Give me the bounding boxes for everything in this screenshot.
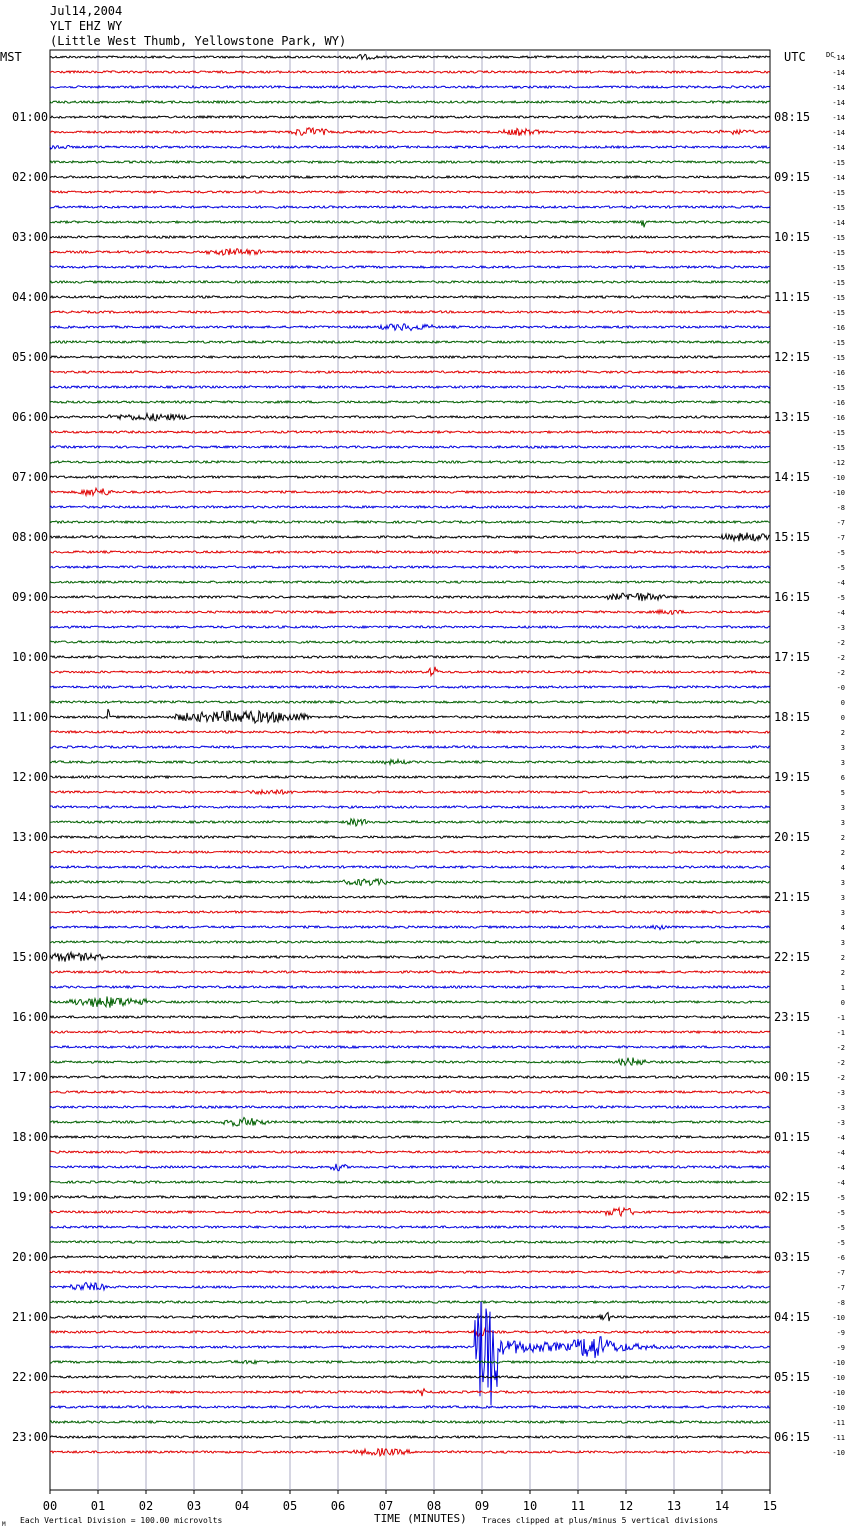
x-tick-label: 01 — [90, 1499, 106, 1513]
dc-offset-label: -2 — [836, 1044, 845, 1052]
dc-offset-label: 3 — [840, 744, 845, 752]
left-hour-label: 23:00 — [12, 1430, 49, 1444]
dc-offset-label: -5 — [836, 1209, 845, 1217]
seismic-trace — [50, 879, 770, 885]
right-hour-label: 00:15 — [774, 1070, 811, 1084]
seismic-trace — [50, 566, 770, 568]
dc-offset-label: -16 — [832, 369, 845, 377]
left-hour-label: 12:00 — [12, 770, 49, 784]
dc-offset-label: 2 — [840, 969, 845, 977]
x-tick-label: 10 — [522, 1499, 538, 1513]
dc-offset-label: 1 — [840, 984, 845, 992]
seismic-trace — [50, 86, 770, 88]
seismic-trace — [50, 626, 770, 628]
seismic-trace — [50, 836, 770, 838]
seismic-trace — [50, 760, 770, 765]
dc-offset-label: -5 — [836, 1224, 845, 1232]
x-tick-label: 08 — [426, 1499, 442, 1513]
left-timezone-label: MST — [0, 50, 22, 64]
dc-offset-label: -16 — [832, 399, 845, 407]
seismic-trace — [50, 593, 770, 601]
seismic-trace — [50, 488, 770, 495]
seismic-trace — [50, 356, 770, 358]
dc-offset-label: 2 — [840, 834, 845, 842]
dc-offset-label: -9 — [836, 1344, 845, 1352]
left-hour-label: 03:00 — [12, 230, 49, 244]
dc-offset-label: -15 — [832, 384, 845, 392]
left-hour-label: 11:00 — [12, 710, 49, 724]
left-hour-label: 07:00 — [12, 470, 49, 484]
seismic-trace — [50, 551, 770, 553]
dc-offset-label: -16 — [832, 414, 845, 422]
seismic-trace — [50, 866, 770, 868]
right-hour-label: 04:15 — [774, 1310, 811, 1324]
seismic-trace — [50, 1016, 770, 1018]
seismic-trace — [50, 986, 770, 988]
dc-offset-label: -7 — [836, 534, 845, 542]
dc-offset-label: -8 — [836, 504, 845, 512]
dc-offset-label: -7 — [836, 519, 845, 527]
dc-offset-label: -2 — [836, 669, 845, 677]
seismic-trace — [50, 701, 770, 703]
dc-offset-label: -2 — [836, 654, 845, 662]
right-hour-label: 11:15 — [774, 290, 811, 304]
seismic-trace — [50, 1283, 770, 1291]
seismic-trace — [50, 1376, 770, 1378]
seismic-trace — [50, 476, 770, 478]
dc-offset-label: -7 — [836, 1284, 845, 1292]
right-hour-label: 09:15 — [774, 170, 811, 184]
dc-offset-label: 6 — [840, 774, 845, 782]
x-tick-label: 13 — [666, 1499, 682, 1513]
seismic-trace — [50, 776, 770, 778]
dc-offset-label: -4 — [836, 1134, 845, 1142]
dc-offset-label: -5 — [836, 1239, 845, 1247]
dc-offset-label: -2 — [836, 639, 845, 647]
seismic-trace — [50, 176, 770, 178]
seismic-trace — [50, 236, 770, 238]
dc-offset-label: -11 — [832, 1419, 845, 1427]
dc-offset-label: -14 — [832, 174, 845, 182]
seismic-trace — [50, 281, 770, 283]
right-hour-label: 22:15 — [774, 950, 811, 964]
plot-frame — [50, 50, 770, 1490]
dc-offset-label: -4 — [836, 609, 845, 617]
dc-offset-label: -8 — [836, 1299, 845, 1307]
x-axis-label: TIME (MINUTES) — [374, 1512, 467, 1525]
seismic-trace — [50, 1196, 770, 1198]
seismic-trace — [50, 266, 770, 268]
seismic-trace — [50, 686, 770, 688]
dc-offset-label: -16 — [832, 324, 845, 332]
seismic-trace — [50, 1136, 770, 1138]
seismic-trace — [50, 1328, 770, 1336]
dc-offset-label: -10 — [832, 1449, 845, 1457]
seismic-trace — [50, 667, 770, 676]
seismic-trace — [50, 1208, 770, 1216]
x-tick-label: 14 — [714, 1499, 730, 1513]
seismic-trace — [50, 324, 770, 331]
left-hour-label: 13:00 — [12, 830, 49, 844]
left-hour-label: 17:00 — [12, 1070, 49, 1084]
seismic-trace — [50, 952, 770, 961]
right-hour-label: 02:15 — [774, 1190, 811, 1204]
seismic-trace — [50, 971, 770, 973]
dc-offset-label: -10 — [832, 1404, 845, 1412]
right-hour-label: 15:15 — [774, 530, 811, 544]
right-hour-label: 20:15 — [774, 830, 811, 844]
left-hour-label: 14:00 — [12, 890, 49, 904]
left-hour-label: 21:00 — [12, 1310, 49, 1324]
seismic-trace — [50, 851, 770, 853]
dc-offset-label: 2 — [840, 729, 845, 737]
seismic-trace — [50, 1301, 770, 1303]
seismic-trace — [50, 414, 770, 421]
dc-offset-label: -4 — [836, 1149, 845, 1157]
left-hour-label: 18:00 — [12, 1130, 49, 1144]
dc-offset-label: -3 — [836, 624, 845, 632]
dc-offset-label: 0 — [840, 714, 845, 722]
right-hour-label: 06:15 — [774, 1430, 811, 1444]
dc-offset-label: -15 — [832, 249, 845, 257]
dc-offset-label: -14 — [832, 54, 845, 62]
left-hour-label: 10:00 — [12, 650, 49, 664]
dc-offset-label: 4 — [840, 924, 845, 932]
x-tick-label: 15 — [762, 1499, 778, 1513]
right-hour-label: 10:15 — [774, 230, 811, 244]
dc-offset-label: 2 — [840, 954, 845, 962]
dc-offset-label: -2 — [836, 1059, 845, 1067]
seismic-trace — [50, 431, 770, 433]
dc-offset-label: -14 — [832, 99, 845, 107]
dc-offset-label: -10 — [832, 1389, 845, 1397]
seismic-trace — [50, 401, 770, 403]
right-hour-label: 18:15 — [774, 710, 811, 724]
left-hour-label: 06:00 — [12, 410, 49, 424]
dc-offset-label: 3 — [840, 804, 845, 812]
seismic-trace — [50, 71, 770, 73]
right-hour-label: 16:15 — [774, 590, 811, 604]
seismic-trace — [50, 506, 770, 508]
left-hour-label: 08:00 — [12, 530, 49, 544]
right-hour-label: 14:15 — [774, 470, 811, 484]
dc-offset-label: -6 — [836, 1254, 845, 1262]
dc-offset-label: 4 — [840, 864, 845, 872]
dc-offset-label: -5 — [836, 594, 845, 602]
left-hour-label: 01:00 — [12, 110, 49, 124]
clip-note: Traces clipped at plus/minus 5 vertical divisions — [482, 1516, 719, 1525]
dc-offset-label: 3 — [840, 759, 845, 767]
corner-mark: M — [2, 1521, 6, 1528]
seismic-trace — [50, 1226, 770, 1228]
left-hour-label: 19:00 — [12, 1190, 49, 1204]
dc-offset-label: -9 — [836, 1329, 845, 1337]
dc-offset-label: -15 — [832, 159, 845, 167]
seismic-trace — [50, 806, 770, 808]
x-tick-label: 07 — [378, 1499, 394, 1513]
seismic-trace — [50, 446, 770, 448]
dc-offset-label: -15 — [832, 204, 845, 212]
dc-offset-label: -10 — [832, 474, 845, 482]
dc-offset-label: -15 — [832, 309, 845, 317]
seismic-trace — [50, 641, 770, 643]
seismic-trace — [50, 146, 770, 150]
seismic-trace — [50, 161, 770, 163]
dc-offset-label: -10 — [832, 1314, 845, 1322]
x-tick-label: 06 — [330, 1499, 346, 1513]
seismic-trace — [50, 709, 770, 723]
dc-offset-label: -4 — [836, 1164, 845, 1172]
seismic-trace — [50, 461, 770, 463]
dc-offset-label: -0 — [836, 684, 845, 692]
dc-offset-label: -10 — [832, 1374, 845, 1382]
dc-offset-label: -1 — [836, 1029, 845, 1037]
seismic-trace — [50, 1313, 770, 1322]
seismic-trace — [50, 610, 770, 614]
x-tick-label: 11 — [570, 1499, 586, 1513]
header-location: (Little West Thumb, Yellowstone Park, WY) — [50, 34, 347, 48]
seismic-trace — [50, 1389, 770, 1396]
seismic-trace — [50, 1046, 770, 1048]
seismic-trace — [50, 1448, 770, 1456]
seismic-trace — [50, 1076, 770, 1078]
dc-offset-label: -3 — [836, 1089, 845, 1097]
x-tick-label: 04 — [234, 1499, 250, 1513]
seismic-trace — [50, 386, 770, 388]
right-hour-label: 21:15 — [774, 890, 811, 904]
left-hour-label: 20:00 — [12, 1250, 49, 1264]
seismic-trace — [50, 1058, 770, 1066]
dc-offset-label: -10 — [832, 1359, 845, 1367]
seismic-trace — [50, 1164, 770, 1171]
dc-offset-label: -11 — [832, 1434, 845, 1442]
right-hour-label: 01:15 — [774, 1130, 811, 1144]
right-hour-label: 03:15 — [774, 1250, 811, 1264]
right-timezone-label: UTC — [784, 50, 806, 64]
dc-offset-label: 3 — [840, 819, 845, 827]
seismic-trace — [50, 746, 770, 748]
right-hour-label: 17:15 — [774, 650, 811, 664]
x-tick-label: 09 — [474, 1499, 490, 1513]
dc-offset-label: -15 — [832, 189, 845, 197]
x-tick-label: 05 — [282, 1499, 298, 1513]
seismic-trace — [50, 296, 770, 298]
dc-offset-label: -14 — [832, 144, 845, 152]
dc-offset-label: -4 — [836, 579, 845, 587]
seismic-trace — [50, 220, 770, 227]
dc-offset-label: -3 — [836, 1104, 845, 1112]
seismic-trace — [50, 1241, 770, 1243]
dc-offset-label: 2 — [840, 849, 845, 857]
seismic-trace — [50, 1091, 770, 1093]
seismic-trace — [50, 1106, 770, 1108]
seismic-trace — [50, 656, 770, 658]
dc-offset-label: -7 — [836, 1269, 845, 1277]
seismic-trace — [50, 925, 770, 929]
right-hour-label: 12:15 — [774, 350, 811, 364]
seismic-trace — [50, 311, 770, 313]
dc-offset-label: -14 — [832, 219, 845, 227]
seismic-trace — [50, 1361, 770, 1364]
scale-note: Each Vertical Division = 100.00 microvolts — [20, 1516, 223, 1525]
seismic-trace — [50, 101, 770, 103]
seismic-trace — [50, 248, 770, 255]
dc-label: DC — [826, 51, 835, 59]
dc-offset-label: -12 — [832, 459, 845, 467]
dc-offset-label: -15 — [832, 354, 845, 362]
seismic-trace — [50, 371, 770, 373]
dc-offset-label: -4 — [836, 1179, 845, 1187]
seismic-trace — [50, 1421, 770, 1423]
dc-offset-label: 0 — [840, 999, 845, 1007]
x-tick-label: 03 — [186, 1499, 202, 1513]
dc-offset-label: -10 — [832, 489, 845, 497]
dc-offset-label: -15 — [832, 264, 845, 272]
seismic-trace — [50, 206, 770, 208]
header-station: YLT EHZ WY — [50, 19, 123, 33]
right-hour-label: 05:15 — [774, 1370, 811, 1384]
seismic-trace — [50, 581, 770, 583]
dc-offset-label: 0 — [840, 699, 845, 707]
right-hour-label: 19:15 — [774, 770, 811, 784]
dc-offset-label: -15 — [832, 234, 845, 242]
left-hour-label: 16:00 — [12, 1010, 49, 1024]
seismic-trace — [50, 819, 770, 826]
seismic-trace — [50, 996, 770, 1007]
seismic-trace — [50, 790, 770, 794]
left-hour-label: 05:00 — [12, 350, 49, 364]
seismic-trace — [50, 1436, 770, 1438]
dc-offset-label: -14 — [832, 69, 845, 77]
right-hour-label: 08:15 — [774, 110, 811, 124]
seismic-trace — [50, 911, 770, 913]
traces — [50, 54, 770, 1456]
dc-offset-label: 3 — [840, 879, 845, 887]
dc-offset-label: -3 — [836, 1119, 845, 1127]
dc-offset-label: 3 — [840, 939, 845, 947]
seismic-trace — [50, 1271, 770, 1273]
right-hour-label: 13:15 — [774, 410, 811, 424]
dc-offset-label: -5 — [836, 564, 845, 572]
x-tick-label: 02 — [138, 1499, 154, 1513]
left-hour-label: 22:00 — [12, 1370, 49, 1384]
dc-offset-label: -15 — [832, 279, 845, 287]
seismic-trace — [50, 1031, 770, 1033]
seismic-trace — [50, 1256, 770, 1258]
dc-offset-label: -14 — [832, 114, 845, 122]
seismic-trace — [50, 54, 770, 59]
dc-offset-label: -15 — [832, 444, 845, 452]
left-hour-label: 04:00 — [12, 290, 49, 304]
right-hour-label: 23:15 — [774, 1010, 811, 1024]
seismic-trace — [50, 191, 770, 193]
seismic-trace — [50, 1118, 770, 1127]
seismic-trace — [50, 731, 770, 733]
x-tick-label: 12 — [618, 1499, 634, 1513]
left-hour-label: 15:00 — [12, 950, 49, 964]
dc-offset-label: -14 — [832, 84, 845, 92]
dc-offset-label: 3 — [840, 909, 845, 917]
dc-offset-label: 5 — [840, 789, 845, 797]
seismic-trace — [50, 116, 770, 118]
dc-offset-label: -14 — [832, 129, 845, 137]
dc-offset-label: -1 — [836, 1014, 845, 1022]
seismic-trace — [50, 1151, 770, 1153]
seismic-trace — [50, 128, 770, 136]
left-hour-label: 09:00 — [12, 590, 49, 604]
seismic-trace — [50, 341, 770, 343]
dc-offset-label: -15 — [832, 339, 845, 347]
x-tick-label: 00 — [42, 1499, 58, 1513]
dc-offset-label: -5 — [836, 549, 845, 557]
seismic-trace — [50, 941, 770, 943]
seismic-trace — [50, 533, 770, 542]
seismic-trace — [50, 896, 770, 898]
dc-offset-label: -2 — [836, 1074, 845, 1082]
dc-offset-label: -15 — [832, 429, 845, 437]
dc-offset-label: -5 — [836, 1194, 845, 1202]
seismic-trace — [50, 521, 770, 523]
seismic-trace — [50, 1406, 770, 1408]
seismic-trace — [50, 1181, 770, 1183]
dc-offset-label: -15 — [832, 294, 845, 302]
left-hour-label: 02:00 — [12, 170, 49, 184]
header-date: Jul14,2004 — [50, 4, 123, 18]
dc-offset-label: 3 — [840, 894, 845, 902]
